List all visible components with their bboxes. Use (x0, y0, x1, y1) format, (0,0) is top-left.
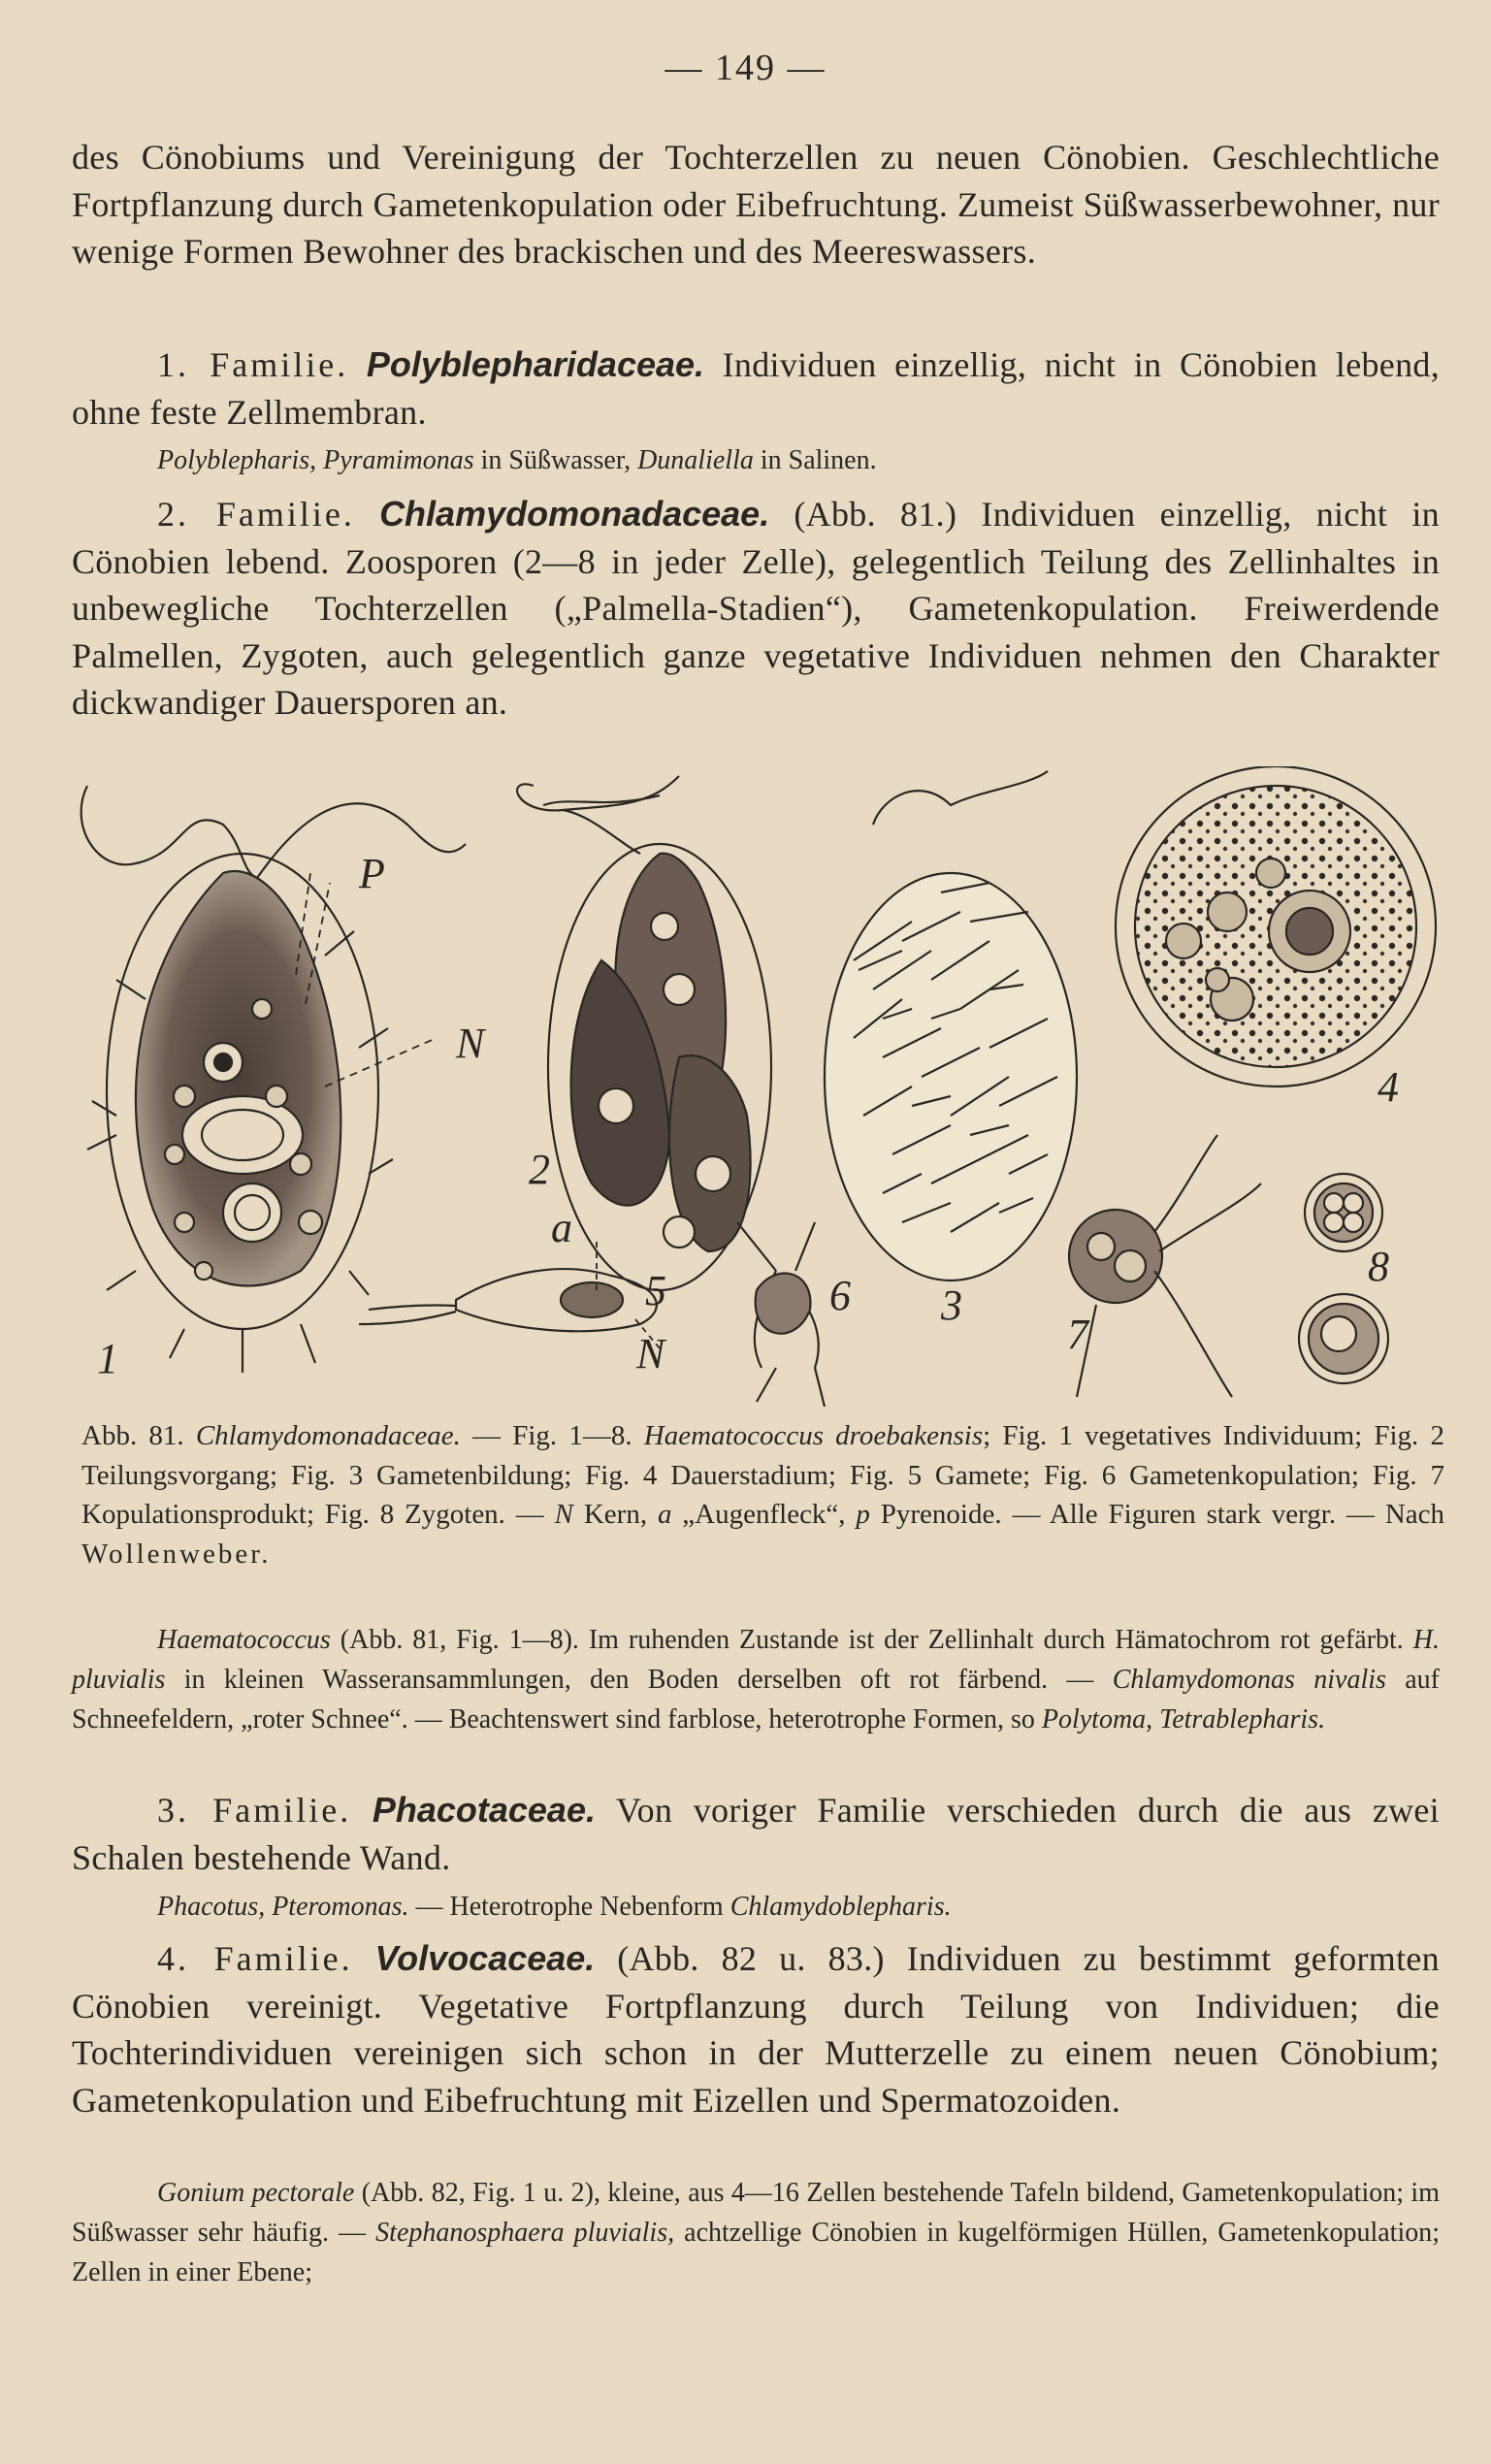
haematococcus-text-1: (Abb. 81, Fig. 1—8). Im ruhenden Zustande ist der Zellinhalt durch Hämatochrom rot gefärbt. (330, 1625, 1413, 1655)
genera-a: Polyblepharis, Pyramimonas (157, 445, 474, 475)
label-N-1: N (456, 1020, 485, 1067)
family-2-paragraph (72, 491, 1440, 727)
fig-1-vegetative-cell (81, 786, 466, 1373)
label-fig-7: 7 (1067, 1311, 1088, 1358)
haematococcus-text-3: auf Schneefeldern, „roter Schnee“. — Beachtenswert sind farblose, heterotrophe Formen, so (72, 1665, 1440, 1735)
family-2-text: (Abb. 81.) Individuen einzellig, nicht in Cönobien lebend. Zoosporen (2—8 in jeder Zelle), gelegentlich Teilung des Zellinhaltes in unbewegliche Tochterzellen („Palmella-Stadien“), Gametenkopulation. Freiwerdende Palmellen, Zygoten, auch gelegentlich ganze vegetative Individuen nehmen den Charakter dickwandiger Dauersporen an. (72, 495, 1440, 723)
gonium-paragraph (72, 2173, 1440, 2292)
gonium-text-2: achtzellige Cönobien in kugelförmigen Hüllen, Gametenkopulation; Zellen in einer Ebene; (72, 2218, 1441, 2287)
caption-p: p (856, 1499, 870, 1530)
caption-part3: Kern, (573, 1499, 658, 1530)
family-1-paragraph (72, 341, 1440, 436)
genera-b: Dunaliella (637, 445, 754, 475)
family-3-genera (72, 1887, 1440, 1927)
genus-h-pluvialis: H. pluvialis (72, 1625, 1440, 1695)
caption-abb: Abb. 81. (81, 1420, 196, 1451)
haematococcus-paragraph (72, 1620, 1440, 1739)
haematococcus-illustration (78, 766, 1455, 1407)
intro-paragraph: des Cönobiums und Vereinigung der Tochterzellen zu neuen Cönobien. Geschlechtliche Fortpflanzung durch Gametenkopulation oder Eibefruchtung. Zumeist Süßwasserbewohner, nur wenige Formen Bewohner des brackischen und des Meereswassers. (72, 138, 1440, 272)
caption-family: Chlamydomonadaceae. (195, 1420, 461, 1451)
caption-part5: Pyrenoide. — Alle Figuren stark vergr. — Nach (869, 1499, 1445, 1530)
family-1-text: Individuen einzellig, nicht in Cönobien lebend, ohne feste Zellmembran. (72, 345, 1440, 432)
fig-4-resting-stage (1116, 766, 1436, 1086)
genus-chlamydomonas-nivalis: Chlamydomonas nivalis (1112, 1665, 1386, 1695)
family-2-label: 2. Familie. (157, 495, 355, 534)
caption-part1: — Fig. 1—8. (460, 1420, 644, 1451)
caption-part2: ; Fig. 1 vegetatives Individuum; Fig. 2 Teilungsvorgang; Fig. 3 Gametenbildung; Fig. 4 Dauerstadium; Fig. 5 Gamete; Fig. 6 Gametenkopulation; Fig. 7 Kopulationsprodukt; Fig. 8 Zygoten. — (81, 1420, 1444, 1530)
family-3-paragraph (72, 1787, 1440, 1881)
page-number: — 149 — (664, 48, 827, 88)
family-4-text: (Abb. 82 u. 83.) Individuen zu bestimmt geformten Cönobien vereinigt. Vegetative Fortpflanzung durch Teilung von Individuen; die Tochterindividuen vereinigen sich schon in der Mutterzelle zu einem neuen Cönobium; Gametenkopulation und Eibefruchtung mit Eizellen und Spermatozoiden. (72, 1939, 1440, 2120)
genus-gonium: Gonium pectorale (157, 2178, 355, 2208)
family-1-name: Polyblepharidaceae. (366, 344, 705, 384)
label-fig-6: 6 (829, 1272, 851, 1319)
label-fig-4: 4 (1378, 1063, 1399, 1111)
caption-a: a (657, 1499, 672, 1530)
figure-caption (81, 1416, 1444, 1573)
figure-abb-81 (78, 766, 1455, 1407)
label-N-2: N (636, 1330, 665, 1378)
label-fig-8: 8 (1368, 1243, 1389, 1290)
family-4-paragraph (72, 1935, 1440, 2124)
fig-5-gamete (359, 1242, 660, 1348)
caption-part4: „Augenfleck“, (671, 1499, 857, 1530)
label-fig-2: 2 (529, 1146, 550, 1193)
genus-phacotus: Phacotus, Pteromonas. (157, 1892, 409, 1922)
family-4-name: Volvocaceae. (374, 1938, 596, 1978)
genera-a-rest: in Süßwasser, (473, 445, 638, 475)
caption-N: N (554, 1499, 573, 1530)
fig-3-gamete-formation (825, 771, 1077, 1281)
family-2-name: Chlamydomonadaceae. (379, 494, 770, 534)
label-p: P (359, 850, 385, 897)
family-3-label: 3. Familie. (157, 1791, 352, 1830)
caption-author: Wollenweber. (81, 1538, 272, 1570)
family-3-genera-text: — Heterotrophe Nebenform (408, 1892, 730, 1922)
genus-haematococcus: Haematococcus (157, 1625, 331, 1655)
genera-b-rest: in Salinen. (753, 445, 877, 475)
family-4-label: 4. Familie. (157, 1939, 353, 1978)
family-1-label: 1. Familie. (157, 345, 349, 384)
genus-stephanosphaera: Stephanosphaera pluvialis, (375, 2218, 675, 2248)
fig-6-gamete-copulation (737, 1222, 825, 1407)
gonium-text-1: (Abb. 82, Fig. 1 u. 2), kleine, aus 4—16 Zellen bestehende Tafeln bildend, Gametenkopulation; im Süßwasser sehr häufig. — (72, 2178, 1440, 2248)
family-3-text: Von voriger Familie verschieden durch die aus zwei Schalen bestehende Wand. (72, 1791, 1440, 1877)
label-a: a (551, 1204, 572, 1251)
fig-7-copulation-product (1069, 1135, 1261, 1397)
label-fig-1: 1 (97, 1335, 118, 1382)
genus-polytoma: Polytoma, Tetrablepharis. (1041, 1704, 1326, 1735)
family-3-name: Phacotaceae. (372, 1790, 596, 1830)
caption-species: Haematococcus droebakensis (643, 1420, 984, 1451)
label-fig-3: 3 (941, 1281, 962, 1329)
haematococcus-text-2: in kleinen Wasseransammlungen, den Boden derselben oft rot färbend. — (165, 1665, 1113, 1695)
genus-chlamydoblepharis: Chlamydoblepharis. (729, 1892, 952, 1922)
family-1-genera (72, 440, 1440, 480)
label-fig-5: 5 (645, 1267, 666, 1314)
